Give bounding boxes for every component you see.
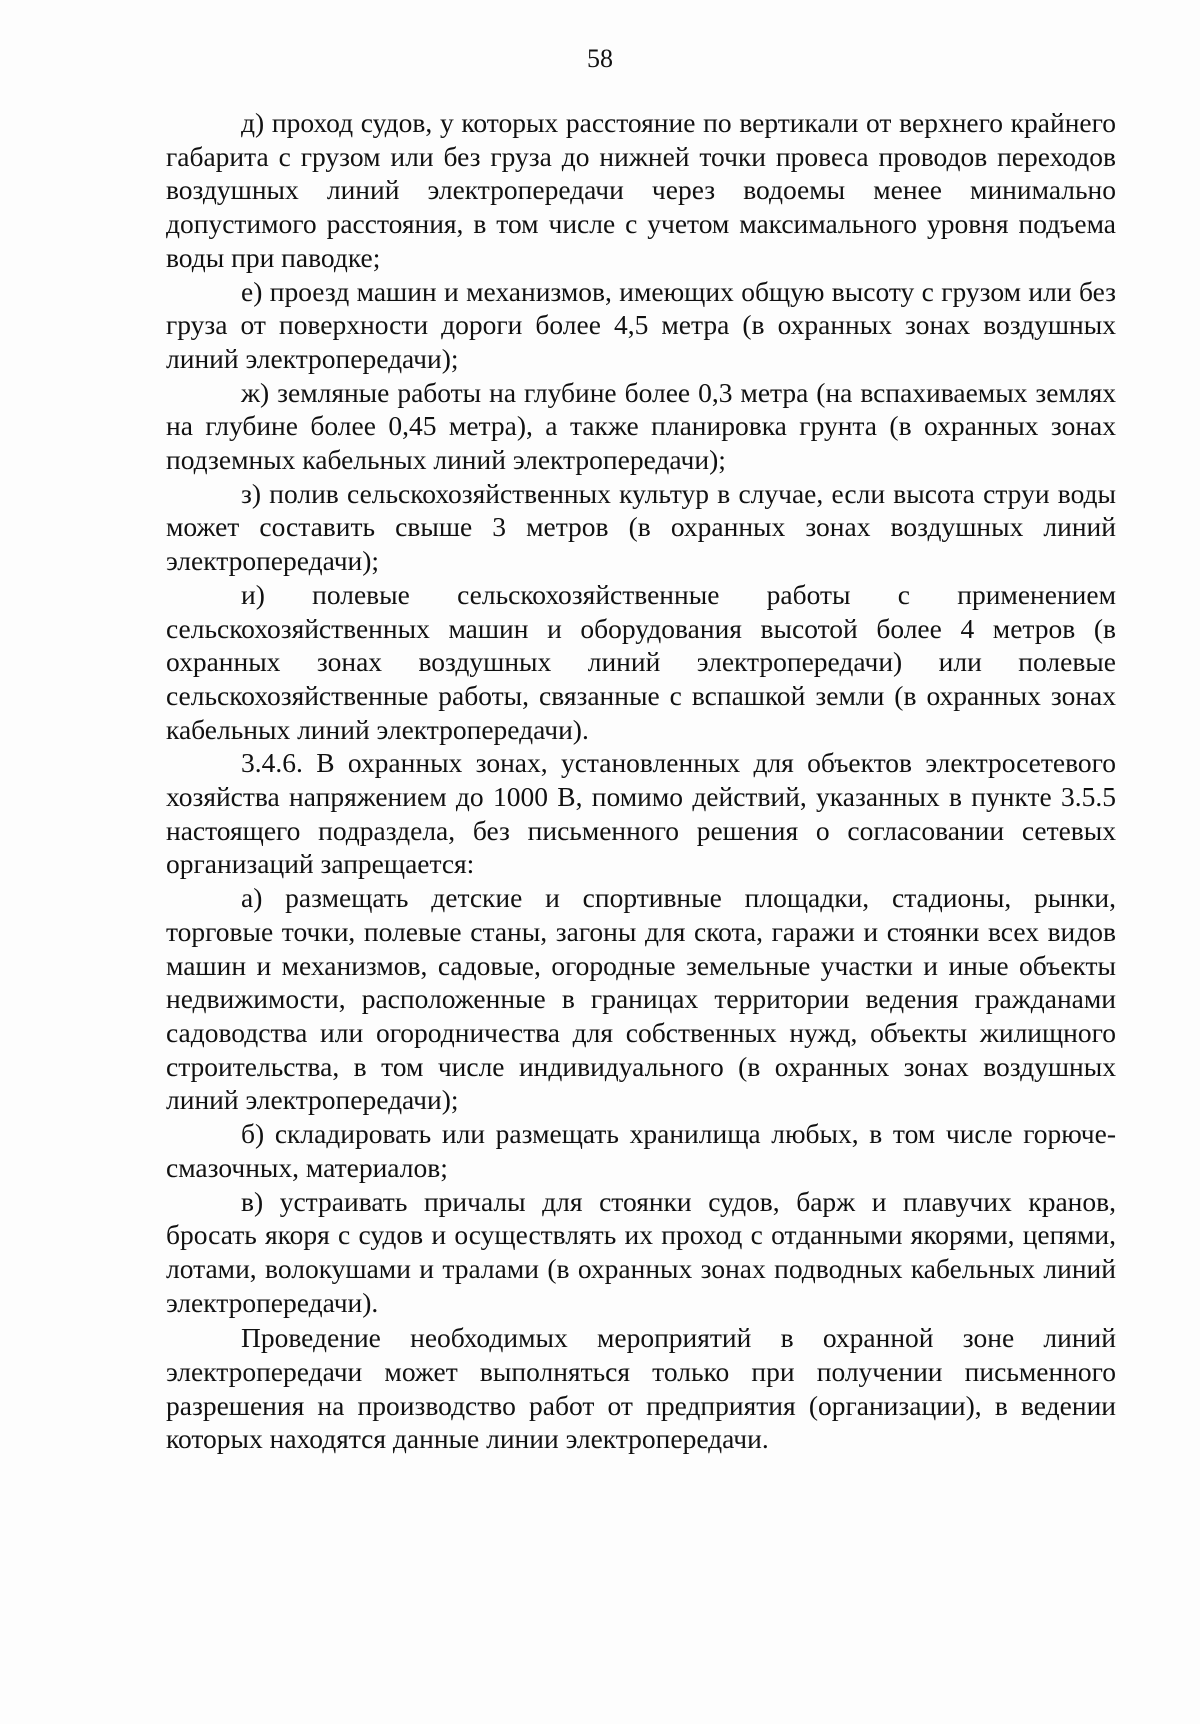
paragraph-item-d: д) проход судов, у которых расстояние по вертикали от верхнего крайнего габарита с грузом или без груза до нижней точки провеса проводов переходов воздушных линий электропередачи через водоемы менее минимально допустимого расстояния, в том числе с учетом максимального уровня подъема воды при паводке;	[166, 107, 1116, 273]
paragraph-item-z: з) полив сельскохозяйственных культур в случае, если высота струи воды может составить свыше 3 метров (в охранных зонах воздушных линий электропередачи);	[166, 477, 1116, 577]
document-body	[166, 106, 1116, 1456]
paragraph-item-zh: ж) земляные работы на глубине более 0,3 метра (на вспахиваемых землях на глубине более 0,45 метра), а также планировка грунта (в охранных зонах подземных кабельных линий электропередачи);	[166, 376, 1116, 476]
paragraph-conclusion: Проведение необходимых мероприятий в охранной зоне линий электропередачи может выполняться только при получении письменного разрешения на производство работ от предприятия (организации), в ведении которых находятся данные линии электропередачи.	[166, 1322, 1116, 1455]
paragraph-item-a: а) размещать детские и спортивные площадки, стадионы, рынки, торговые точки, полевые станы, загоны для скота, гаражи и стоянки всех видов машин и механизмов, садовые, огородные земельные участки и иные объекты недвижимости, расположенные в границах территории ведения гражданами садоводства или огородничества для собственных нужд, объекты жилищного строительства, в том числе индивидуального (в охранных зонах воздушных линий электропередачи);	[166, 882, 1116, 1116]
page-number: 58	[587, 44, 613, 73]
paragraph-clause-3-4-6: 3.4.6. В охранных зонах, установленных для объектов электросетевого хозяйства напряжением до 1000 В, помимо действий, указанных в пункте 3.5.5 настоящего подраздела, без письменного решения о согласовании сетевых организаций запрещается:	[166, 747, 1116, 880]
paragraph-item-v: в) устраивать причалы для стоянки судов, барж и плавучих кранов, бросать якоря с судов и осуществлять их проход с отданными якорями, цепями, лотами, волокушами и тралами (в охранных зонах подводных кабельных линий электропередачи).	[166, 1185, 1116, 1318]
paragraph-item-b: б) складировать или размещать хранилища любых, в том числе горюче-смазочных, материалов;	[166, 1118, 1116, 1183]
paragraph-item-i: и) полевые сельскохозяйственные работы с применением сельскохозяйственных машин и оборудования высотой более 4 метров (в охранных зонах воздушных линий электропередачи) или полевые сельскохозяйственные работы, связанные с вспашкой земли (в охранных зонах кабельных линий электропередачи).	[166, 578, 1116, 745]
paragraph-item-e: е) проезд машин и механизмов, имеющих общую высоту с грузом или без груза от поверхности дороги более 4,5 метра (в охранных зонах воздушных линий электропередачи);	[166, 275, 1116, 374]
